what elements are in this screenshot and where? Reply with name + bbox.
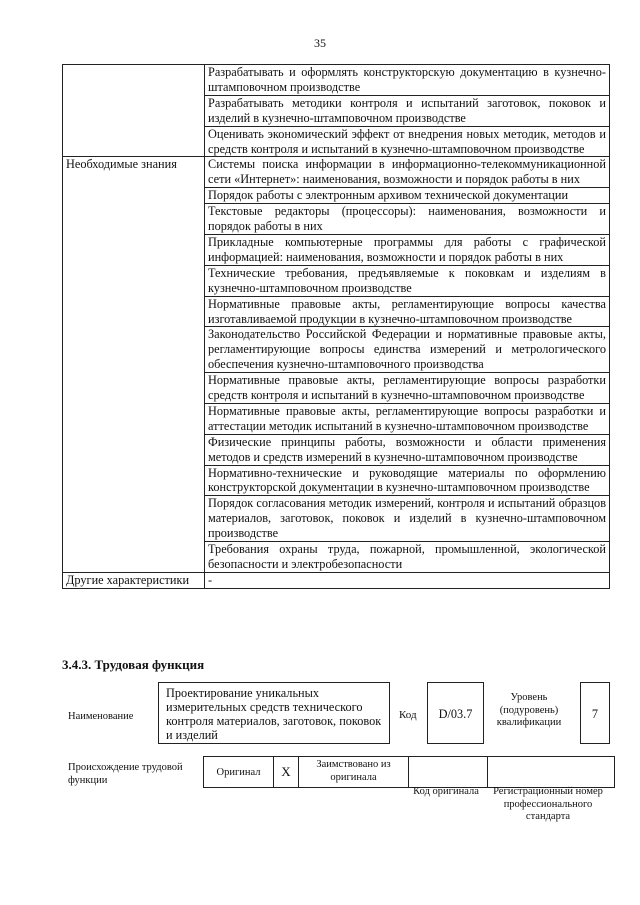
function-name-value: Проектирование уникальных измерительных средств технического контроля материалов, заготовок, поковок и изделий — [158, 682, 390, 744]
knowledge-item: Прикладные компьютерные программы для работы с графической информацией: наименования, возможности и порядок работы в них — [205, 234, 610, 265]
knowledge-label-cell — [63, 373, 205, 404]
knowledge-item: Технические требования, предъявляемые к поковкам и изделиям в кузнечно-штамповочном производстве — [205, 265, 610, 296]
table-row — [63, 126, 610, 157]
requirements-table — [62, 64, 610, 589]
qualification-level-label: Уровень (подуровень) квалификации — [496, 692, 562, 728]
code-original-caption: Код оригинала — [413, 786, 479, 797]
table-row — [63, 542, 610, 573]
skills-label-cell — [63, 65, 205, 96]
knowledge-item: Текстовые редакторы (процессоры): наименования, возможности и порядок работы в них — [205, 204, 610, 235]
knowledge-item: Требования охраны труда, пожарной, промышленной, экологической безопасности и электробезопасности — [205, 542, 610, 573]
table-row — [63, 204, 610, 235]
skills-label-cell — [63, 95, 205, 126]
knowledge-item: Физические принципы работы, возможности и области применения методов и средств измерений в кузнечно-штамповочном производстве — [205, 434, 610, 465]
knowledge-item: Нормативные правовые акты, регламентирующие вопросы разработки средств контроля и испытаний в кузнечно-штамповочном производстве — [205, 373, 610, 404]
table-row — [63, 403, 610, 434]
knowledge-item: Нормативные правовые акты, регламентирующие вопросы качества изготавливаемой продукции в кузнечно-штамповочном производстве — [205, 296, 610, 327]
knowledge-label-cell — [63, 496, 205, 542]
origin-table — [203, 756, 615, 788]
borrowed-label: Заимствовано из оригинала — [299, 757, 409, 788]
knowledge-item: Нормативно-технические и руководящие материалы по оформлению конструкторской документации в кузнечно-штамповочном производстве — [205, 465, 610, 496]
section-heading: 3.4.3. Трудовая функция — [62, 657, 205, 672]
knowledge-label-cell — [63, 327, 205, 373]
table-row — [63, 373, 610, 404]
knowledge-label-cell — [63, 465, 205, 496]
knowledge-item: Системы поиска информации в информационно-телекоммуникационной сети «Интернет»: наименования, возможности и порядок работы в них — [205, 157, 610, 188]
table-row — [204, 757, 615, 788]
knowledge-item: Нормативные правовые акты, регламентирующие вопросы разработки и аттестации методик испытаний в кузнечно-штамповочном производстве — [205, 403, 610, 434]
table-row — [63, 327, 610, 373]
knowledge-label-cell — [63, 204, 205, 235]
knowledge-item: Законодательство Российской Федерации и нормативные правовые акты, регламентирующие вопросы единства измерений и метрологического обеспечения кузнечно-штамповочного производства — [205, 327, 610, 373]
table-row — [63, 95, 610, 126]
knowledge-label-cell — [63, 296, 205, 327]
registration-number-cell — [488, 757, 615, 788]
knowledge-item: Порядок согласования методик измерений, контроля и испытаний образцов материалов, заготовок, поковок и изделий в кузнечно-штамповочном производстве — [205, 496, 610, 542]
original-code-cell — [409, 757, 488, 788]
table-row — [63, 465, 610, 496]
knowledge-label-cell — [63, 188, 205, 204]
skill-item: Оценивать экономический эффект от внедрения новых методик, методов и средств контроля и испытаний в кузнечно-штамповочном производстве — [205, 126, 610, 157]
table-row — [63, 188, 610, 204]
table-row — [63, 296, 610, 327]
knowledge-label-cell — [63, 265, 205, 296]
original-label: Оригинал — [204, 757, 274, 788]
origin-label: Происхождение трудовой функции — [68, 762, 183, 786]
knowledge-item: Порядок работы с электронным архивом технической документации — [205, 188, 610, 204]
code-label: Код — [399, 709, 417, 721]
skill-item: Разрабатывать методики контроля и испытаний заготовок, поковок и изделий в кузнечно-штамповочном производстве — [205, 95, 610, 126]
other-characteristics-value: - — [205, 572, 610, 588]
table-row — [63, 234, 610, 265]
table-row — [63, 434, 610, 465]
skills-label-cell — [63, 126, 205, 157]
table-row — [63, 496, 610, 542]
qualification-level-value: 7 — [580, 682, 610, 744]
registration-number-caption: Регистрационный номер профессионального стандарта — [493, 786, 603, 822]
knowledge-label-cell — [63, 234, 205, 265]
knowledge-label: Необходимые знания — [63, 157, 205, 188]
page-number: 35 — [314, 36, 326, 50]
table-row — [63, 65, 610, 96]
table-row — [63, 157, 610, 188]
name-label: Наименование — [68, 711, 134, 722]
table-row — [63, 572, 610, 588]
code-value: D/03.7 — [427, 682, 484, 744]
original-mark: X — [274, 757, 299, 788]
table-row — [63, 265, 610, 296]
knowledge-label-cell — [63, 403, 205, 434]
knowledge-label-cell — [63, 542, 205, 573]
other-characteristics-label: Другие характеристики — [63, 572, 205, 588]
skill-item: Разрабатывать и оформлять конструкторскую документацию в кузнечно-штамповочном производстве — [205, 65, 610, 96]
knowledge-label-cell — [63, 434, 205, 465]
